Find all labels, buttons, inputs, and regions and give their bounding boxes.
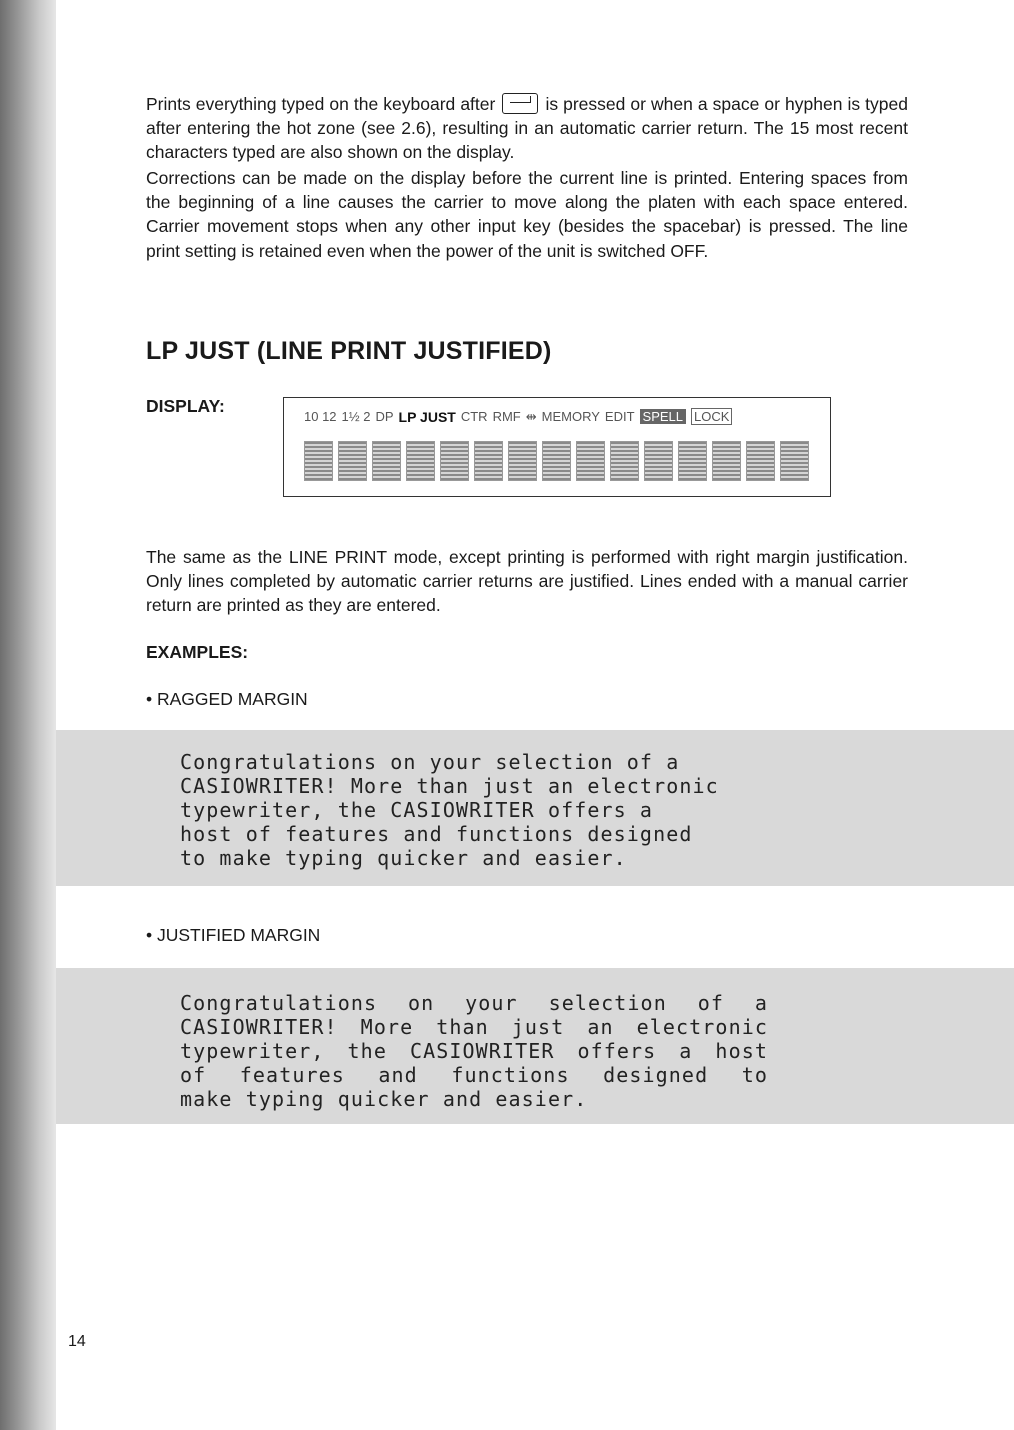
char-cell — [372, 441, 401, 481]
spell-indicator: SPELL — [640, 409, 686, 424]
page-spine-shadow — [0, 0, 56, 1430]
char-cell — [406, 441, 435, 481]
section-heading: LP JUST (LINE PRINT JUSTIFIED) — [146, 337, 552, 365]
character-cells — [304, 441, 809, 481]
edit-indicator: EDIT — [604, 409, 635, 424]
justified-line: Congratulations on your selection of a — [180, 991, 768, 1015]
lcd-display — [283, 397, 831, 497]
intro-text-part2: is pressed or when a space or hyphen is typed after entering the hot zone (see 2.6), resulting in an automatic carrier return. The 15 most recent characters typed are also shown on the display. — [146, 94, 908, 163]
char-cell — [610, 441, 639, 481]
char-cell — [304, 441, 333, 481]
ragged-line: typewriter, the CASIOWRITER offers a — [180, 798, 654, 822]
justified-line: make typing quicker and easier. — [180, 1087, 588, 1111]
ragged-line: host of features and functions designed — [180, 822, 693, 846]
justified-line: typewriter, the CASIOWRITER offers a host — [180, 1039, 768, 1063]
justified-line: CASIOWRITER! More than just an electronic — [180, 1015, 768, 1039]
description-paragraph: The same as the LINE PRINT mode, except printing is performed with right margin justification. Only lines completed by automatic carrier returns are justified. Lines ended with a manual carrier return are printed as they are entered. — [146, 547, 908, 616]
char-cell — [644, 441, 673, 481]
ctr-indicator: CTR — [460, 409, 488, 424]
return-key-icon — [502, 93, 538, 114]
mode-indicator: LP JUST — [398, 408, 456, 425]
char-cell — [508, 441, 537, 481]
justified-margin-label: • JUSTIFIED MARGIN — [146, 925, 321, 945]
char-cell — [440, 441, 469, 481]
char-cell — [576, 441, 605, 481]
tab-arrows-icon: ⇹ — [525, 408, 537, 424]
justified-sample-text — [180, 991, 768, 1111]
pitch-indicator: 10 12 — [304, 409, 337, 424]
char-cell — [780, 441, 809, 481]
dp-indicator: DP — [375, 409, 394, 424]
display-indicators — [304, 408, 732, 425]
intro-paragraph — [146, 92, 908, 165]
spacing-indicator: 1½ 2 — [341, 409, 371, 424]
ragged-line: Congratulations on your selection of a — [180, 750, 680, 774]
char-cell — [746, 441, 775, 481]
char-cell — [678, 441, 707, 481]
memory-indicator: MEMORY — [541, 409, 600, 424]
char-cell — [712, 441, 741, 481]
char-cell — [338, 441, 367, 481]
page-number: 14 — [68, 1333, 86, 1350]
display-label: DISPLAY: — [146, 396, 225, 416]
intro-paragraph-2: Corrections can be made on the display before the current line is printed. Entering spaces from the beginning of a line causes the carrier to move along the platen with each space entered. Carrier movement stops when any other input key (besides the spacebar) is pressed. The line print setting is retained even when the power of the unit is switched OFF. — [146, 168, 908, 261]
lock-indicator: LOCK — [691, 408, 732, 425]
justified-line: of features and functions designed to — [180, 1063, 768, 1087]
char-cell — [542, 441, 571, 481]
ragged-line: CASIOWRITER! More than just an electronic — [180, 774, 719, 798]
examples-label: EXAMPLES: — [146, 642, 249, 662]
rmf-indicator: RMF — [492, 409, 521, 424]
ragged-sample-text — [180, 750, 719, 870]
char-cell — [474, 441, 503, 481]
ragged-line: to make typing quicker and easier. — [180, 846, 627, 870]
intro-text-part1: Prints everything typed on the keyboard after — [146, 94, 496, 114]
ragged-margin-label: • RAGGED MARGIN — [146, 689, 308, 709]
